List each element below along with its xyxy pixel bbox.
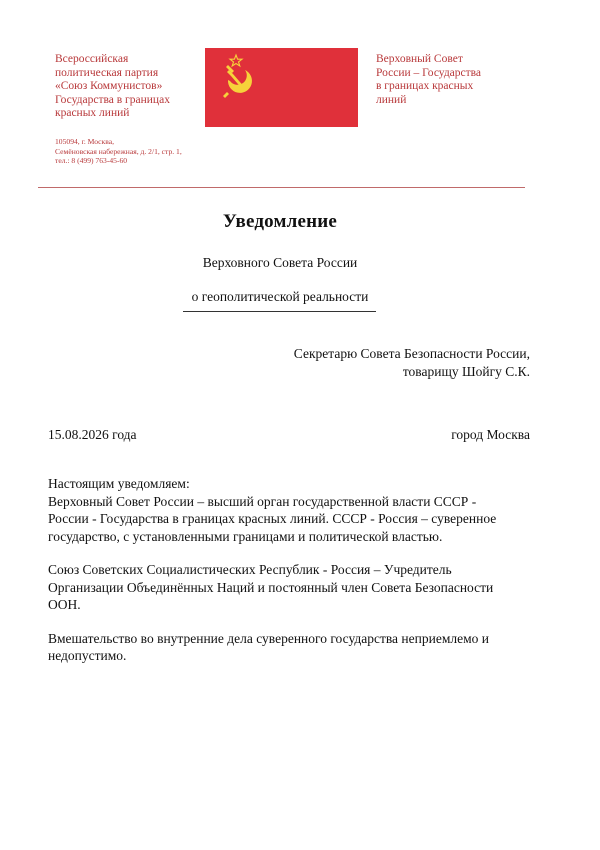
council-org-line: линий: [376, 93, 407, 106]
body-paragraph: [48, 561, 548, 614]
document-date: 15.08.2026 года: [48, 427, 137, 442]
council-organization: [376, 53, 536, 107]
document-place: город Москва: [451, 427, 530, 442]
addressee-block: [294, 345, 530, 381]
council-org-line: России – Государства: [376, 66, 482, 79]
header-divider: [38, 187, 525, 188]
hammer-sickle-star-icon: [205, 48, 358, 127]
body-line: государство, с установленными границами и политической властью.: [48, 528, 443, 544]
subtitle-underline: [183, 311, 376, 312]
sender-organization: [55, 53, 205, 121]
body-line: недопустимо.: [48, 648, 127, 663]
address-line: Семёновская набережная, д. 2/1, стр. 1,: [55, 146, 182, 156]
body-paragraph: [48, 475, 548, 545]
address-line: тел.: 8 (499) 763-45-60: [55, 156, 128, 165]
body-line: Организации Объединённых Наций и постоянный член Совета Безопасности: [48, 579, 494, 595]
council-org-line: Верховный Совет: [376, 53, 463, 65]
soviet-flag-icon: [205, 48, 358, 127]
document-subtitle-issuer: Верховного Совета России: [202, 255, 358, 270]
body-line: Вмешательство во внутренние дела суверенного государства неприемлемо и: [48, 630, 489, 646]
addressee-line: Секретарю Совета Безопасности России,: [293, 346, 530, 361]
paragraph-spacer: [48, 545, 548, 561]
paragraph-spacer: [48, 614, 548, 630]
body-line: Настоящим уведомляем:: [48, 476, 190, 491]
body-paragraph: [48, 630, 548, 665]
body-line: Союз Советских Социалистических Республик - Россия – Учредитель: [48, 562, 452, 577]
sender-org-line: красных линий: [55, 107, 130, 119]
sender-org-line: политическая партия: [55, 66, 159, 79]
body-line: Верховный Совет России – высший орган государственной власти СССР -: [48, 493, 477, 509]
document-subtitle-subject: о геополитической реальности: [191, 289, 369, 304]
sender-org-line: Всероссийская: [55, 53, 129, 65]
sender-org-line: Государства в границах: [55, 93, 170, 106]
council-org-line: в границах красных: [376, 80, 474, 92]
document-title: Уведомление: [222, 211, 338, 232]
body-line: ООН.: [48, 597, 81, 612]
body-line: России - Государства в границах красных линий. СССР - Россия – суверенное: [48, 511, 497, 526]
sender-org-line: «Союз Коммунистов»: [55, 80, 163, 92]
sender-address: [55, 137, 225, 166]
addressee-line: товарищу Шойгу С.К.: [402, 364, 530, 379]
address-line: 105094, г. Москва,: [55, 137, 114, 146]
document-body: [48, 475, 548, 665]
